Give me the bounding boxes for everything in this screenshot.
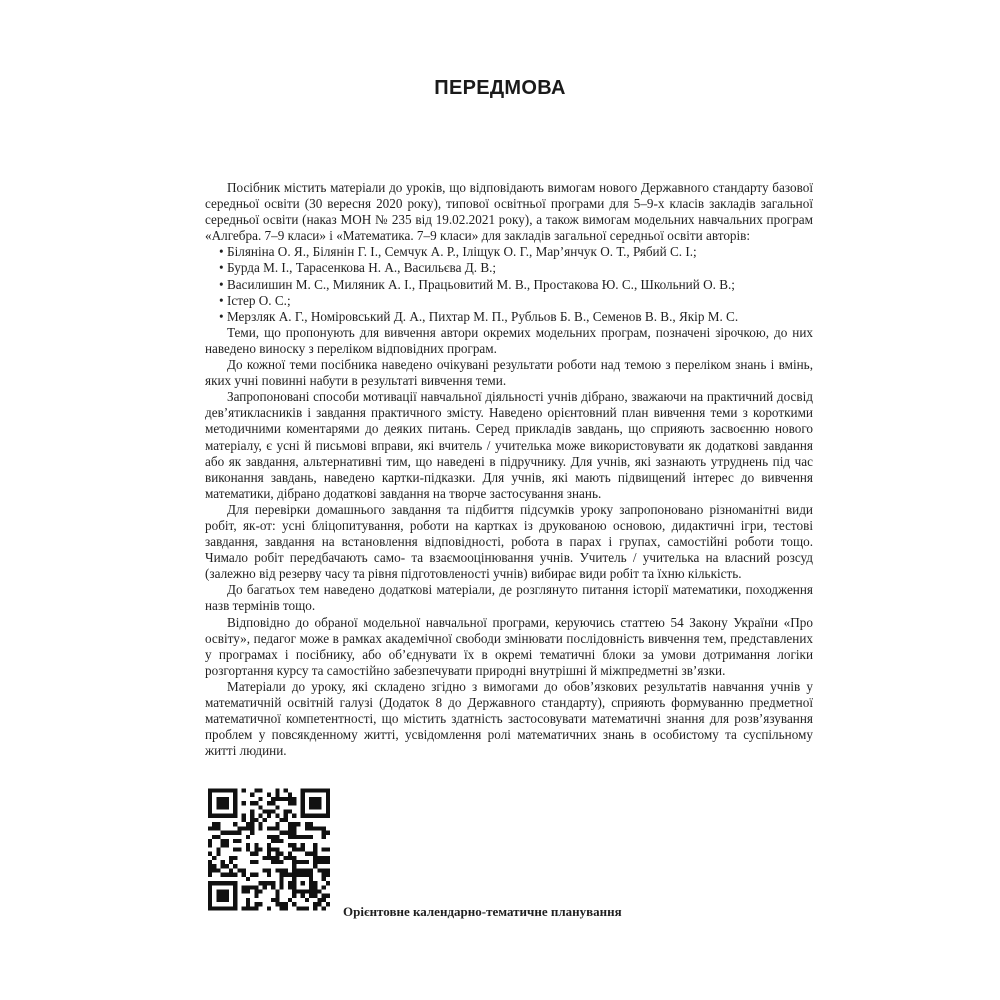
body-paragraph: Для перевірки домашнього завдання та підбиття підсумків уроку запропоновано різноманітні види робіт, як-от: усні бліцопитування, роботи на картках із друкованою основою, дидактичні ігри, тестові завдання, завдання на встановлення відповідності, робота в парах і групах, самостійні роботи тощо. Чимало робіт передбачають само- та взаємооцінювання учнів. Учитель / учителька на власний розсуд (залежно від резерву часу та рівня підготовленості учнів) вибирає види робіт та їхню кількість. [205, 501, 813, 582]
intro-paragraph: Посібник містить матеріали до уроків, що відповідають вимогам нового Державного стандарту базової середньої освіти (30 вересня 2020 року), типової освітньої програми для 5–9-х класів закладів загальної середньої освіти (наказ МОН № 235 від 19.02.2021 року), а також вимогам модельних навчальних програм «Алгебра. 7–9 класи» і «Математика. 7–9 класи» для закладів загальної середньої освіти авторів: [205, 180, 813, 244]
author-item: • Мерзляк А. Г., Номіровський Д. А., Пихтар М. П., Рубльов Б. В., Семенов В. В., Якір М. С. [205, 309, 813, 325]
body-paragraph: Запропоновані способи мотивації навчальної діяльності учнів дібрано, зважаючи на практичний досвід дев’ятикласників і завдання практичного змісту. Наведено орієнтовний план вивчення теми з короткими методичними коментарями до деяких питань. Серед прикладів завдань, що сприяють засвоєнню нового матеріалу, є усні й письмові вправи, які вчитель / учителька може використовувати як додаткові завдання або як завдання, альтернативні тим, що наведені в підручнику. Для учнів, які зазнають утруднень під час виконання завдань, наведено картки-підказки. Для учнів, які мають підвищений інтерес до вивчення математики, дібрано додаткові завдання на творче застосування знань. [205, 389, 813, 501]
body-paragraph: Відповідно до обраної модельної навчальної програми, керуючись статтею 54 Закону України «Про освіту», педагог може в рамках академічної свободи змінювати послідовність вивчення тем, представлених у програмах і посібнику, або об’єднувати їх в окремі тематичні блоки за умови дотримання логіки розгортання курсу та самостійно забезпечувати природні внутрішні й міжпредметні зв’язки. [205, 614, 813, 678]
body-paragraph: До кожної теми посібника наведено очікувані результати роботи над темою з переліком знань і вмінь, яких учні повинні набути в результаті вивчення теми. [205, 357, 813, 389]
body-paragraph: Теми, що пропонують для вивчення автори окремих модельних програм, позначені зірочкою, до них наведено виноску з переліком відповідних програм. [205, 324, 813, 356]
author-item: • Бурда М. І., Тарасенкова Н. А., Васильєва Д. В.; [205, 260, 813, 276]
qr-caption: Орієнтовне календарно-тематичне планування [343, 904, 622, 919]
body-paragraph: Матеріали до уроку, які складено згідно з вимогами до обов’язкових результатів навчання учнів у математичній освітній галузі (Додаток 8 до Державного стандарту), сприяють формуванню предметної математичної компетентності, що містить здатність застосовувати математичні знання для розв’язування проблем у повсякденному житті, усвідомлення ролі математичних знань в особистому та суспільному житті людини. [205, 678, 813, 759]
body-paragraph: До багатьох тем наведено додаткові матеріали, де розглянуто питання історії математики, походження назв термінів тощо. [205, 582, 813, 614]
author-item: • Істер О. С.; [205, 293, 813, 309]
author-item: • Василишин М. С., Миляник А. І., Працьовитий М. В., Простакова Ю. С., Школьний О. В.; [205, 277, 813, 293]
qr-code-icon[interactable] [208, 787, 330, 912]
authors-list [205, 244, 813, 324]
page-title: ПЕРЕДМОВА [434, 77, 566, 99]
preface-body [205, 180, 813, 759]
author-item: • Біляніна О. Я., Білянін Г. І., Семчук А. Р., Іліщук О. Г., Мар’янчук О. Т., Рябий С. І.; [205, 244, 813, 260]
